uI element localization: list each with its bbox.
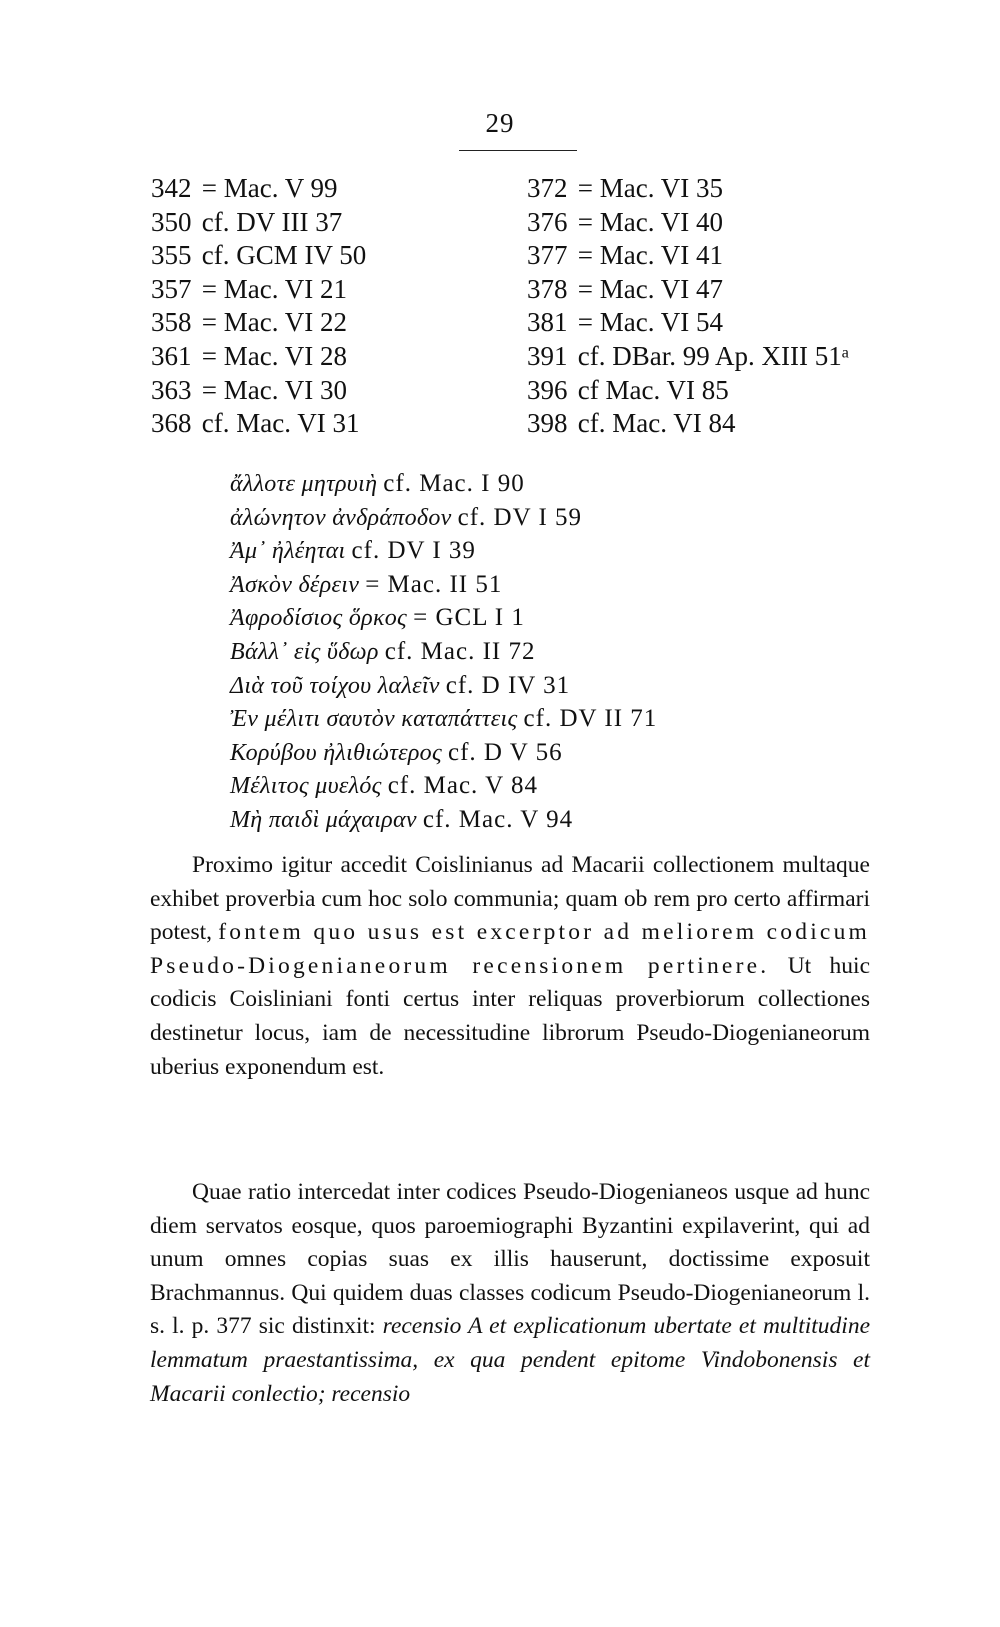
concordance-row bbox=[151, 273, 366, 307]
proverb-entry bbox=[230, 601, 657, 635]
proverb-greek: ἀλώνητον ἀνδράποδον bbox=[230, 504, 452, 531]
proverb-reference: cf. DV II 71 bbox=[523, 705, 658, 733]
concordance-reference: = Mac. VI 22 bbox=[201, 307, 347, 338]
proverb-reference: cf. D IV 31 bbox=[445, 671, 571, 699]
concordance-row bbox=[151, 340, 366, 374]
concordance-number: 350 bbox=[151, 206, 192, 237]
concordance-reference: = Mac. VI 21 bbox=[201, 273, 347, 304]
concordance-number: 357 bbox=[151, 273, 192, 304]
proverb-greek: ἄλλοτε μητρυιὴ bbox=[230, 471, 378, 497]
proverb-greek: Μὴ παιδὶ μάχαιραν bbox=[230, 806, 417, 833]
concordance-number: 398 bbox=[527, 408, 568, 439]
proverb-greek: Ἀμ᾽ ἠλέηται bbox=[230, 538, 346, 565]
proverb-entry bbox=[230, 467, 657, 501]
proverb-entry bbox=[230, 702, 657, 736]
concordance-reference: cf. DBar. 99 Ap. XIII 51ᵃ bbox=[577, 340, 850, 371]
proverb-greek: Διὰ τοῦ τοίχου λαλεῖν bbox=[230, 672, 440, 699]
concordance-number: 355 bbox=[151, 240, 192, 271]
proverb-greek: Ἀφροδίσιος ὅρκος bbox=[230, 605, 408, 632]
proverb-entry bbox=[230, 501, 657, 535]
concordance-row bbox=[151, 172, 366, 206]
concordance-number: 361 bbox=[151, 340, 192, 371]
concordance-row bbox=[151, 407, 366, 441]
concordance-number: 381 bbox=[527, 307, 568, 338]
proverb-reference: = GCL I 1 bbox=[413, 604, 525, 632]
proverb-reference: cf. DV I 59 bbox=[457, 503, 583, 531]
concordance-number: 372 bbox=[527, 173, 568, 203]
concordance-row bbox=[151, 306, 366, 340]
concordance-row bbox=[151, 239, 366, 273]
concordance-number: 368 bbox=[151, 408, 192, 439]
concordance-number: 376 bbox=[527, 206, 568, 237]
proverb-entry bbox=[230, 534, 657, 568]
concordance-reference: cf. Mac. VI 31 bbox=[201, 408, 360, 439]
concordance-reference: cf. Mac. VI 84 bbox=[577, 408, 736, 439]
paragraph-1-text-continued: Ut huic codicis Coisliniani fonti certus inter reliquas proverbiorum collectiones destinetur locus, iam de necessitudine librorum Pseudo-Diogenianeorum uberius exponendum est. bbox=[150, 952, 871, 1080]
proverb-reference: cf. Mac. V 94 bbox=[422, 805, 574, 833]
concordance-right-column bbox=[527, 172, 849, 441]
concordance-row bbox=[527, 306, 849, 340]
proverb-entry bbox=[230, 736, 657, 770]
concordance-reference: = Mac. V 99 bbox=[201, 173, 338, 203]
concordance-number: 363 bbox=[151, 374, 192, 405]
concordance-reference: = Mac. VI 30 bbox=[201, 374, 347, 405]
concordance-left-column bbox=[151, 172, 366, 441]
proverb-reference: cf. D V 56 bbox=[448, 738, 563, 766]
paragraph-1 bbox=[150, 849, 870, 1084]
paragraph-2-text: Quae ratio intercedat inter codices Pseudo-Diogenianeos usque ad hunc diem servatos eosque, quos paroemiographi Byzantini expilaverint, qui ad unum omnes copias suas ex illis hauserunt, doctissime exposuit Brachmannus. Qui quidem duas classes codicum Pseudo-Diogenianeorum l. s. l. p. 377 sic distinxit: bbox=[150, 1179, 870, 1340]
concordance-number: 358 bbox=[151, 307, 192, 338]
concordance-number: 391 bbox=[527, 340, 568, 371]
concordance-row bbox=[527, 172, 849, 206]
proverb-entry bbox=[230, 803, 657, 837]
concordance-reference: cf. DV III 37 bbox=[201, 206, 343, 237]
proverb-reference: cf. Mac. I 90 bbox=[383, 470, 525, 497]
proverb-entry bbox=[230, 635, 657, 669]
page-number: 29 bbox=[485, 108, 515, 138]
proverb-greek: Βάλλ᾽ εἰς ὕδωρ bbox=[230, 638, 379, 665]
concordance-reference: = Mac. VI 40 bbox=[577, 206, 723, 237]
concordance-reference: cf. GCM IV 50 bbox=[201, 240, 367, 271]
concordance-reference: cf Mac. VI 85 bbox=[577, 374, 729, 405]
concordance-row bbox=[527, 206, 849, 240]
concordance-row bbox=[527, 340, 849, 374]
proverb-greek: Κορύβου ἠλιθιώτερος bbox=[230, 739, 442, 766]
concordance-reference: = Mac. VI 28 bbox=[201, 340, 347, 371]
concordance-row bbox=[527, 374, 849, 408]
proverb-greek: Μέλιτος μυελός bbox=[230, 773, 382, 800]
proverb-reference: cf. Mac. V 84 bbox=[387, 772, 538, 800]
concordance-row bbox=[527, 273, 849, 307]
page-rule bbox=[459, 150, 577, 151]
proverb-reference: cf. Mac. II 72 bbox=[384, 637, 536, 665]
proverb-reference: cf. DV I 39 bbox=[351, 537, 476, 565]
proverb-entry bbox=[230, 568, 657, 602]
paragraph-1-text: Proximo igitur accedit Coislinianus ad Macarii collectionem multaque exhibet proverbia cum hoc solo communia; quam ob rem pro certo affirmari potest, bbox=[150, 852, 870, 946]
concordance-reference: = Mac. VI 54 bbox=[577, 307, 723, 338]
concordance-row bbox=[151, 374, 366, 408]
concordance-number: 378 bbox=[527, 273, 568, 304]
concordance-reference: = Mac. VI 35 bbox=[577, 173, 723, 203]
paragraph-2 bbox=[150, 1176, 870, 1411]
proverb-list bbox=[230, 467, 657, 837]
concordance-row bbox=[151, 206, 366, 240]
concordance-reference: = Mac. VI 47 bbox=[577, 273, 723, 304]
proverb-entry bbox=[230, 769, 657, 803]
concordance-number: 396 bbox=[527, 374, 568, 405]
concordance-row bbox=[527, 407, 849, 441]
proverb-greek: Ἐν μέλιτι σαυτὸν καταπάττεις bbox=[230, 706, 518, 733]
paragraph-1-emphasis: fontem quo usus est excerptor ad meliorem codicum Pseudo-Diogenianeorum recensionem pertinere. bbox=[150, 919, 870, 979]
concordance-number: 342 bbox=[151, 173, 192, 203]
concordance-row bbox=[527, 239, 849, 273]
proverb-greek: Ἀσκὸν δέρειν bbox=[230, 571, 360, 598]
concordance-number: 377 bbox=[527, 240, 568, 271]
paragraph-2-italic: recensio A et explicationum ubertate et multitudine lemmatum praestantissima, ex qua pendent epitome Vindobonensis et Macarii conlectio; recensio bbox=[150, 1313, 871, 1407]
concordance-reference: = Mac. VI 41 bbox=[577, 240, 723, 271]
proverb-entry bbox=[230, 669, 657, 703]
proverb-reference: = Mac. II 51 bbox=[365, 570, 503, 598]
